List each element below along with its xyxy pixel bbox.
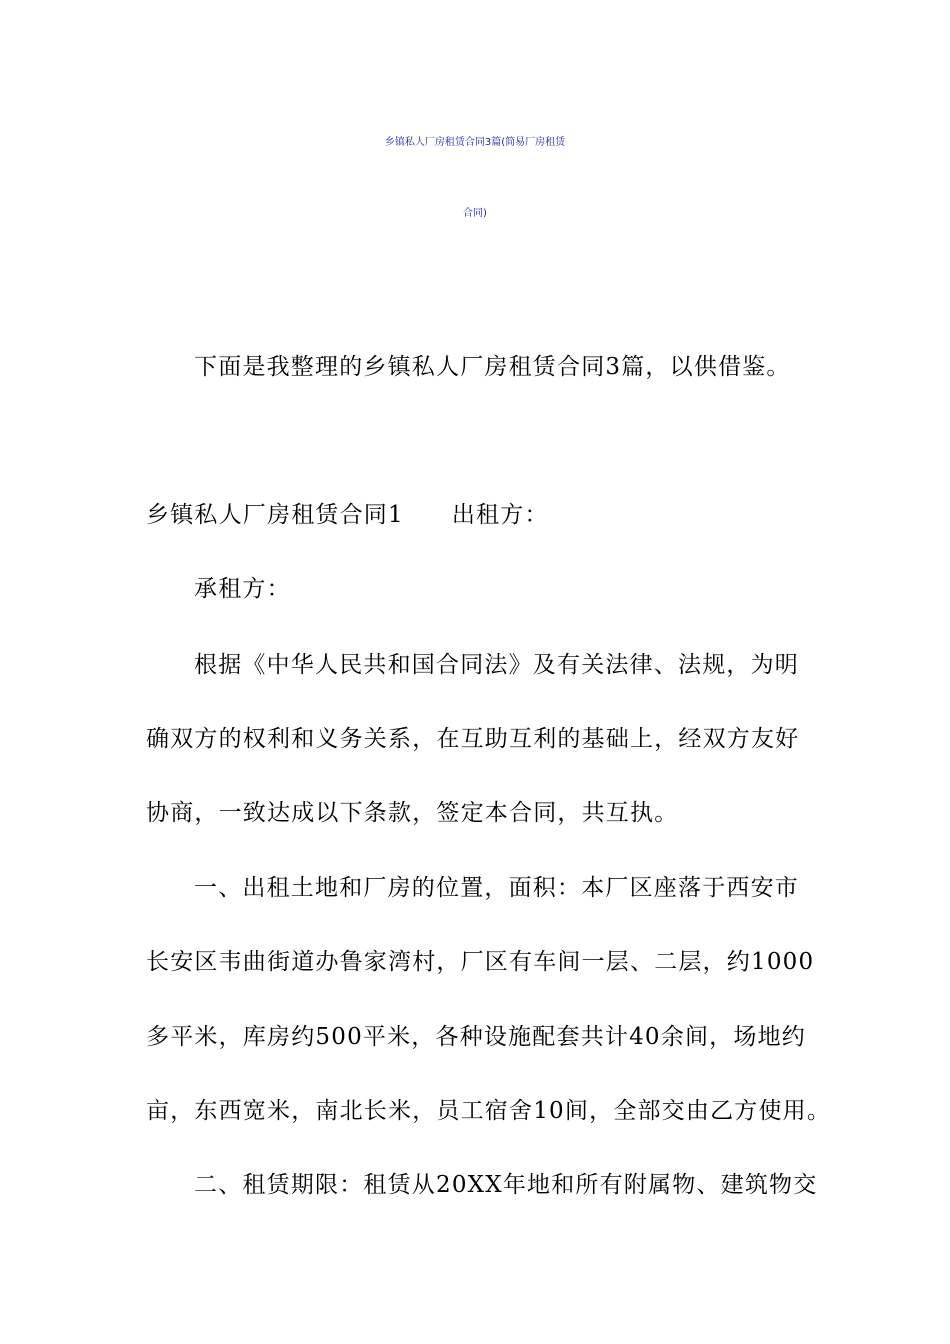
intro-paragraph: 下面是我整理的乡镇私人厂房租赁合同3篇，以供借鉴。: [194, 354, 791, 380]
lessee-label: 承租方：: [194, 576, 291, 602]
document-title-line-1: 乡镇私人厂房租赁合同3篇(简易厂房租赁: [384, 137, 566, 148]
body-line: 一、出租土地和厂房的位置，面积：本厂区座落于西安市: [194, 875, 799, 901]
section-1-heading-row: [146, 496, 549, 529]
body-line: 亩，东西宽米，南北长米，员工宿舍10间，全部交由乙方使用。: [146, 1098, 832, 1124]
body-line: 根据《中华人民共和国合同法》及有关法律、法规，为明: [194, 652, 799, 678]
section-1-heading: 乡镇私人厂房租赁合同1: [146, 502, 404, 528]
body-line: 确双方的权利和义务关系，在互助互利的基础上，经双方友好: [146, 726, 800, 752]
body-line: 长安区韦曲街道办鲁家湾村，厂区有车间一层、二层，约1000: [146, 949, 815, 975]
body-line: 二、租赁期限：租赁从20XX年地和所有附属物、建筑物交: [194, 1172, 818, 1198]
body-line: 多平米，库房约500平米，各种设施配套共计40余间，场地约: [146, 1024, 806, 1050]
body-line: 协商，一致达成以下条款，签定本合同，共互执。: [146, 800, 679, 826]
lessor-label: 出租方：: [451, 502, 549, 528]
document-title-line-2: 合同): [463, 208, 487, 219]
